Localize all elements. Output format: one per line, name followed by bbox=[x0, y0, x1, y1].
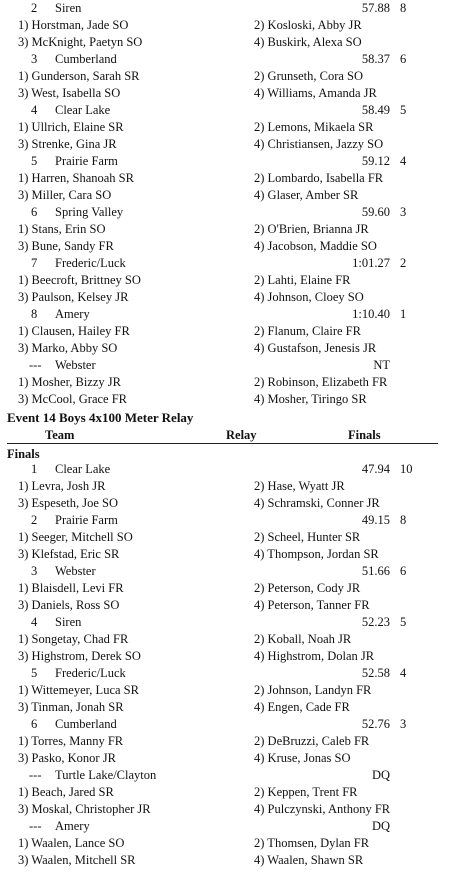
finals-section-label bbox=[0, 444, 455, 461]
swimmer-row bbox=[0, 17, 455, 34]
section-title: Finals bbox=[7, 447, 40, 461]
result-team: Webster bbox=[55, 358, 96, 372]
swimmer-name: 1) Songetay, Chad FR bbox=[18, 632, 129, 646]
result-place: --- bbox=[29, 768, 42, 782]
column-header-finals: Finals bbox=[348, 428, 381, 442]
swimmer-name: 2) Grunseth, Cora SO bbox=[254, 69, 364, 83]
swimmer-name: 3) Bune, Sandy FR bbox=[18, 239, 114, 253]
result-time: 1:10.40 bbox=[352, 307, 390, 321]
swimmer-row bbox=[0, 272, 455, 289]
swimmer-name: 2) Peterson, Cody JR bbox=[254, 581, 361, 595]
result-row bbox=[0, 818, 455, 835]
result-time: 52.23 bbox=[361, 615, 390, 629]
result-time: NT bbox=[373, 358, 390, 372]
result-team: Webster bbox=[55, 564, 96, 578]
swimmer-name: 2) Lahti, Elaine FR bbox=[254, 273, 351, 287]
swimmer-name: 4) Johnson, Cloey SO bbox=[254, 290, 364, 304]
boys-relay-results bbox=[0, 461, 455, 869]
column-header-relay: Relay bbox=[226, 428, 257, 442]
swimmer-row bbox=[0, 750, 455, 767]
result-team: Siren bbox=[55, 1, 82, 15]
swimmer-name: 2) Flanum, Claire FR bbox=[254, 324, 361, 338]
swimmer-name: 4) Kruse, Jonas SO bbox=[254, 751, 351, 765]
swimmer-name: 2) Johnson, Landyn FR bbox=[254, 683, 372, 697]
swimmer-row bbox=[0, 221, 455, 238]
result-team: Clear Lake bbox=[55, 462, 111, 476]
swimmer-name: 3) Miller, Cara SO bbox=[18, 188, 112, 202]
result-place: 2 bbox=[31, 513, 38, 527]
swimmer-row bbox=[0, 34, 455, 51]
swimmer-name: 3) Marko, Abby SO bbox=[18, 341, 118, 355]
swimmer-row bbox=[0, 648, 455, 665]
result-time: 1:01.27 bbox=[352, 256, 390, 270]
result-time: 58.37 bbox=[361, 52, 390, 66]
swimmer-name: 1) Wittemeyer, Luca SR bbox=[18, 683, 139, 697]
result-place: 4 bbox=[31, 615, 38, 629]
event-title: Event 14 Boys 4x100 Meter Relay bbox=[7, 410, 194, 425]
swimmer-name: 3) Moskal, Christopher JR bbox=[18, 802, 151, 816]
result-row bbox=[0, 255, 455, 272]
result-points: 6 bbox=[400, 52, 407, 66]
swimmer-name: 4) Mosher, Tiringo SR bbox=[254, 392, 367, 406]
swimmer-name: 1) Waalen, Lance SO bbox=[18, 836, 125, 850]
swimmer-name: 2) DeBruzzi, Caleb FR bbox=[254, 734, 370, 748]
swimmer-name: 4) Schramski, Conner JR bbox=[254, 496, 380, 510]
result-place: 5 bbox=[31, 154, 38, 168]
swimmer-name: 1) Levra, Josh JR bbox=[18, 479, 106, 493]
result-team: Cumberland bbox=[55, 52, 117, 66]
result-row bbox=[0, 306, 455, 323]
result-team: Spring Valley bbox=[55, 205, 124, 219]
swimmer-name: 2) Scheel, Hunter SR bbox=[254, 530, 361, 544]
swimmer-name: 2) Robinson, Elizabeth FR bbox=[254, 375, 388, 389]
swimmer-name: 3) McKnight, Paetyn SO bbox=[18, 35, 143, 49]
swimmer-name: 4) Engen, Cade FR bbox=[254, 700, 350, 714]
swimmer-row bbox=[0, 187, 455, 204]
result-row bbox=[0, 204, 455, 221]
result-row bbox=[0, 512, 455, 529]
result-place: 5 bbox=[31, 666, 38, 680]
swimmer-name: 4) Pulczynski, Anthony FR bbox=[254, 802, 391, 816]
swimmer-name: 3) Tinman, Jonah SR bbox=[18, 700, 124, 714]
swimmer-name: 4) Williams, Amanda JR bbox=[254, 86, 377, 100]
swimmer-name: 2) Hase, Wyatt JR bbox=[254, 479, 345, 493]
result-time: 59.60 bbox=[361, 205, 390, 219]
swimmer-name: 1) Beach, Jared SR bbox=[18, 785, 114, 799]
result-place: --- bbox=[29, 358, 42, 372]
result-row bbox=[0, 563, 455, 580]
swimmer-row bbox=[0, 85, 455, 102]
swimmer-name: 1) Ullrich, Elaine SR bbox=[18, 120, 124, 134]
result-points: 8 bbox=[400, 1, 407, 15]
swimmer-name: 2) Thomsen, Dylan FR bbox=[254, 836, 370, 850]
swimmer-name: 1) Blaisdell, Levi FR bbox=[18, 581, 124, 595]
swimmer-row bbox=[0, 119, 455, 136]
result-time: 47.94 bbox=[361, 462, 390, 476]
result-team: Cumberland bbox=[55, 717, 117, 731]
result-row bbox=[0, 614, 455, 631]
swimmer-row bbox=[0, 391, 455, 408]
result-points: 5 bbox=[400, 615, 407, 629]
swimmer-name: 1) Gunderson, Sarah SR bbox=[18, 69, 140, 83]
swimmer-row bbox=[0, 136, 455, 153]
result-team: Prairie Farm bbox=[55, 154, 118, 168]
result-row bbox=[0, 153, 455, 170]
swimmer-name: 4) Jacobson, Maddie SO bbox=[254, 239, 377, 253]
swimmer-name: 2) Lombardo, Isabella FR bbox=[254, 171, 384, 185]
swimmer-row bbox=[0, 495, 455, 512]
swimmer-name: 1) Clausen, Hailey FR bbox=[18, 324, 130, 338]
swimmer-row bbox=[0, 682, 455, 699]
result-team: Prairie Farm bbox=[55, 513, 118, 527]
result-place: 3 bbox=[31, 564, 38, 578]
swimmer-name: 1) Seeger, Mitchell SO bbox=[18, 530, 133, 544]
result-points: 4 bbox=[400, 666, 407, 680]
swimmer-name: 4) Christiansen, Jazzy SO bbox=[254, 137, 384, 151]
swimmer-row bbox=[0, 835, 455, 852]
swimmer-name: 1) Horstman, Jade SO bbox=[18, 18, 129, 32]
swimmer-name: 3) West, Isabella SO bbox=[18, 86, 121, 100]
result-time: 59.12 bbox=[361, 154, 390, 168]
result-time: 49.15 bbox=[361, 513, 390, 527]
swimmer-row bbox=[0, 784, 455, 801]
swimmer-row bbox=[0, 374, 455, 391]
swimmer-row bbox=[0, 478, 455, 495]
result-place: 7 bbox=[31, 256, 38, 270]
result-points: 8 bbox=[400, 513, 407, 527]
result-points: 3 bbox=[400, 205, 407, 219]
result-place: 3 bbox=[31, 52, 38, 66]
swimmer-name: 3) Paulson, Kelsey JR bbox=[18, 290, 129, 304]
swimmer-name: 1) Torres, Manny FR bbox=[18, 734, 124, 748]
swimmer-row bbox=[0, 546, 455, 563]
result-row bbox=[0, 461, 455, 478]
event-14-header bbox=[0, 408, 455, 427]
result-row bbox=[0, 51, 455, 68]
swimmer-name: 3) Daniels, Ross SO bbox=[18, 598, 120, 612]
swimmer-name: 1) Beecroft, Brittney SO bbox=[18, 273, 141, 287]
swimmer-row bbox=[0, 631, 455, 648]
swimmer-name: 3) Strenke, Gina JR bbox=[18, 137, 117, 151]
swimmer-row bbox=[0, 289, 455, 306]
swimmer-row bbox=[0, 580, 455, 597]
girls-relay-results bbox=[0, 0, 455, 408]
swimmer-row bbox=[0, 170, 455, 187]
swimmer-name: 2) Keppen, Trent FR bbox=[254, 785, 358, 799]
swimmer-row bbox=[0, 340, 455, 357]
result-row bbox=[0, 102, 455, 119]
swimmer-row bbox=[0, 68, 455, 85]
result-time: DQ bbox=[371, 768, 390, 782]
result-time: DQ bbox=[371, 819, 390, 833]
result-time: 52.76 bbox=[361, 717, 390, 731]
result-team: Clear Lake bbox=[55, 103, 111, 117]
swimmer-name: 1) Mosher, Bizzy JR bbox=[18, 375, 121, 389]
swimmer-row bbox=[0, 323, 455, 340]
result-team: Frederic/Luck bbox=[55, 256, 126, 270]
swimmer-name: 2) Koball, Noah JR bbox=[254, 632, 352, 646]
result-points: 4 bbox=[400, 154, 407, 168]
swimmer-row bbox=[0, 597, 455, 614]
swimmer-name: 4) Peterson, Tanner FR bbox=[254, 598, 370, 612]
result-points: 3 bbox=[400, 717, 407, 731]
result-place: 1 bbox=[31, 462, 38, 476]
swimmer-row bbox=[0, 852, 455, 869]
swimmer-name: 1) Stans, Erin SO bbox=[18, 222, 106, 236]
swimmer-name: 4) Glaser, Amber SR bbox=[254, 188, 359, 202]
result-points: 6 bbox=[400, 564, 407, 578]
result-place: 6 bbox=[31, 717, 38, 731]
swimmer-name: 4) Thompson, Jordan SR bbox=[254, 547, 379, 561]
result-row bbox=[0, 767, 455, 784]
result-time: 57.88 bbox=[361, 1, 390, 15]
swimmer-name: 3) McCool, Grace FR bbox=[18, 392, 128, 406]
column-headers bbox=[0, 427, 455, 444]
result-row bbox=[0, 716, 455, 733]
swimmer-name: 3) Pasko, Konor JR bbox=[18, 751, 116, 765]
swimmer-name: 2) Lemons, Mikaela SR bbox=[254, 120, 374, 134]
result-team: Amery bbox=[55, 819, 90, 833]
swimmer-row bbox=[0, 801, 455, 818]
swimmer-name: 2) O'Brien, Brianna JR bbox=[254, 222, 369, 236]
result-points: 10 bbox=[400, 462, 413, 476]
swimmer-name: 4) Gustafson, Jenesis JR bbox=[254, 341, 377, 355]
swimmer-row bbox=[0, 699, 455, 716]
swimmer-row bbox=[0, 238, 455, 255]
result-time: 51.66 bbox=[361, 564, 390, 578]
result-place: 2 bbox=[31, 1, 38, 15]
result-points: 1 bbox=[400, 307, 407, 321]
result-team: Turtle Lake/Clayton bbox=[55, 768, 157, 782]
swimmer-name: 2) Kosloski, Abby JR bbox=[254, 18, 362, 32]
result-row bbox=[0, 0, 455, 17]
swimmer-name: 4) Waalen, Shawn SR bbox=[254, 853, 364, 867]
result-row bbox=[0, 357, 455, 374]
result-points: 2 bbox=[400, 256, 407, 270]
swimmer-name: 3) Espeseth, Joe SO bbox=[18, 496, 118, 510]
swimmer-row bbox=[0, 529, 455, 546]
swimmer-row bbox=[0, 733, 455, 750]
result-row bbox=[0, 665, 455, 682]
result-time: 58.49 bbox=[361, 103, 390, 117]
result-place: 4 bbox=[31, 103, 38, 117]
result-points: 5 bbox=[400, 103, 407, 117]
result-team: Amery bbox=[55, 307, 90, 321]
swimmer-name: 1) Harren, Shanoah SR bbox=[18, 171, 134, 185]
swimmer-name: 3) Klefstad, Eric SR bbox=[18, 547, 120, 561]
result-team: Siren bbox=[55, 615, 82, 629]
result-team: Frederic/Luck bbox=[55, 666, 126, 680]
result-place: 6 bbox=[31, 205, 38, 219]
result-place: 8 bbox=[31, 307, 38, 321]
column-header-team: Team bbox=[45, 428, 75, 442]
result-time: 52.58 bbox=[361, 666, 390, 680]
swimmer-name: 3) Waalen, Mitchell SR bbox=[18, 853, 136, 867]
swimmer-name: 4) Highstrom, Dolan JR bbox=[254, 649, 375, 663]
swimmer-name: 3) Highstrom, Derek SO bbox=[18, 649, 141, 663]
swimmer-name: 4) Buskirk, Alexa SO bbox=[254, 35, 362, 49]
result-place: --- bbox=[29, 819, 42, 833]
